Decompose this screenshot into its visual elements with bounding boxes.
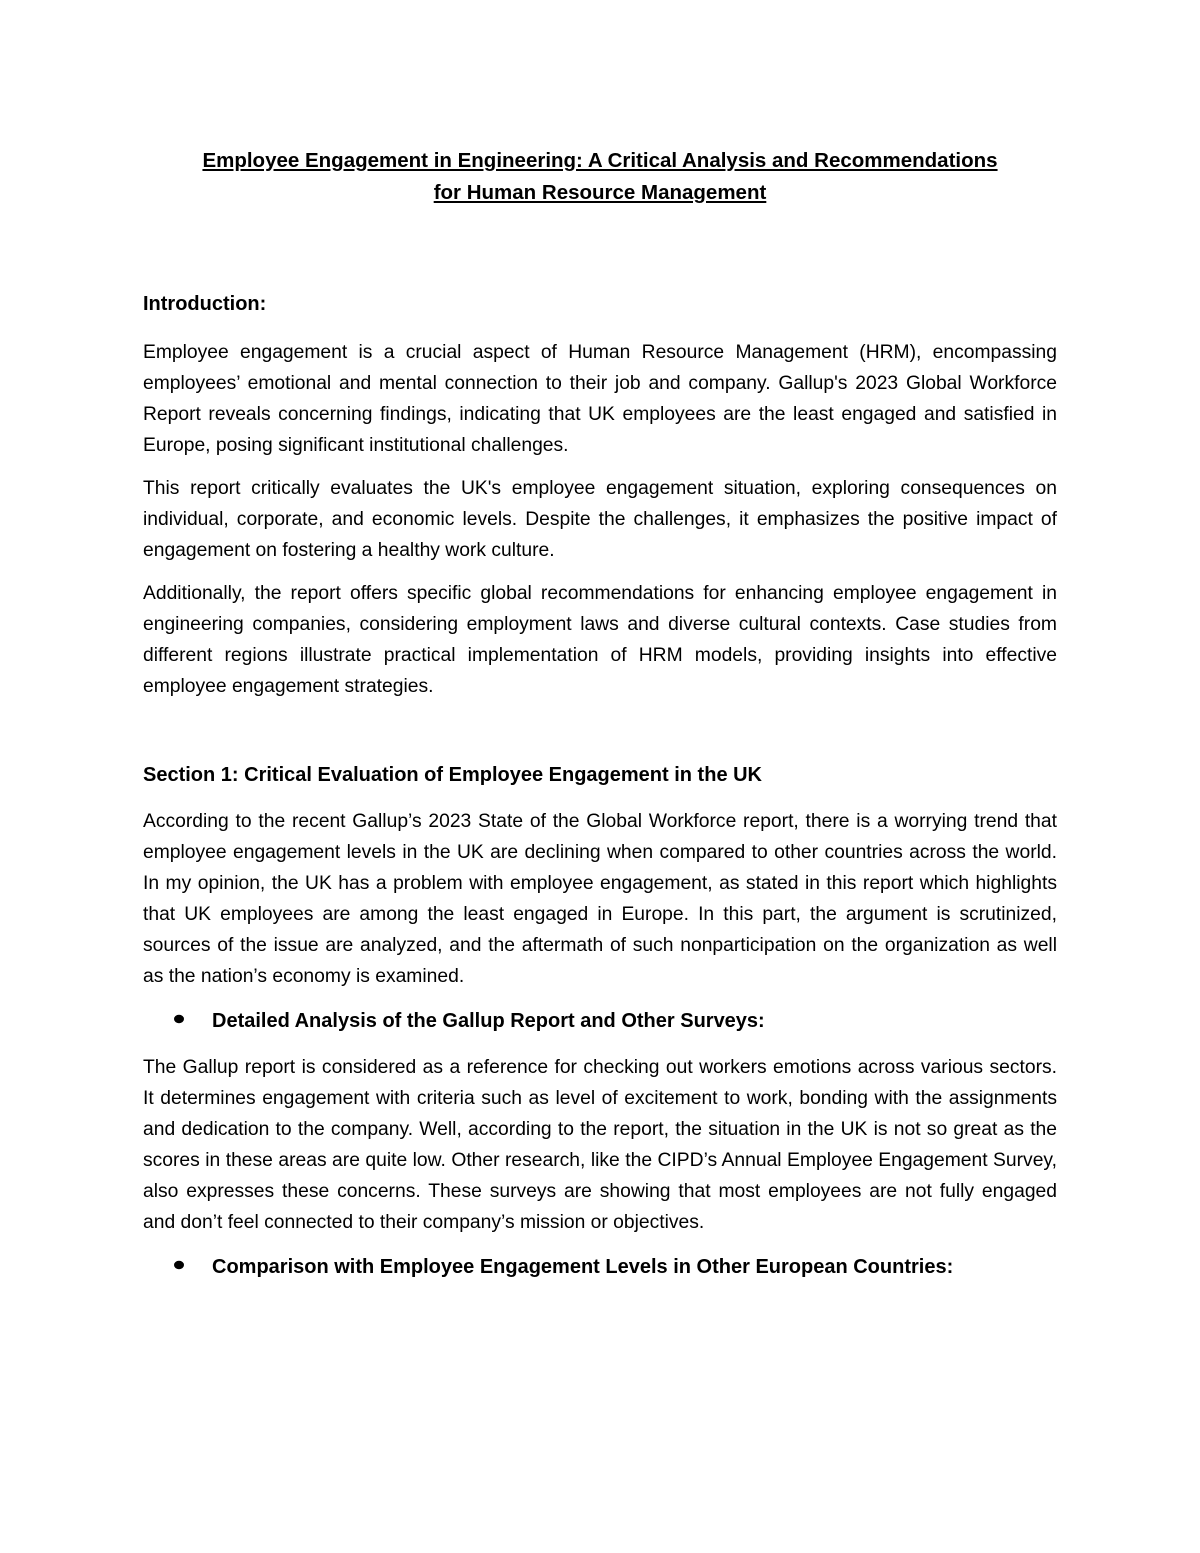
document-title-line-1: Employee Engagement in Engineering: A Critical Analysis and Recommendations <box>202 149 998 172</box>
bullet-item-label: Comparison with Employee Engagement Levels in Other European Countries: <box>212 1256 954 1278</box>
gallup-analysis-paragraph: The Gallup report is considered as a reference for checking out workers emotions across various sectors. It determines engagement with criteria such as level of excitement to work, bonding with the assignments and dedication to the company. Well, according to the report, the situation in the UK is not so great as the scores in these areas are quite low. Other research, like the CIPD’s Annual Employee Engagement Survey, also expresses these concerns. These surveys are showing that most employees are not fully engaged and don’t feel connected to their company’s mission or objectives. <box>143 1057 1057 1233</box>
introduction-paragraph-3: Additionally, the report offers specific global recommendations for enhancing employee engagement in engineering companies, considering employment laws and diverse cultural contexts. Case studies from different regions illustrate practical implementation of HRM models, providing insights into effective employee engagement strategies. <box>143 583 1057 697</box>
introduction-paragraph-1: Employee engagement is a crucial aspect of Human Resource Management (HRM), encompassing employees’ emotional and mental connection to their job and company. Gallup's 2023 Global Workforce Report reveals concerning findings, indicating that UK employees are the least engaged and satisfied in Europe, posing significant institutional challenges. <box>143 342 1057 456</box>
bullet-icon <box>173 1014 185 1024</box>
document-title-line-2: for Human Resource Management <box>433 181 767 204</box>
introduction-paragraph-2: This report critically evaluates the UK's employee engagement situation, exploring consequences on individual, corporate, and economic levels. Despite the challenges, it emphasizes the positive impact of engagement on fostering a healthy work culture. <box>143 478 1057 561</box>
bullet-icon <box>173 1260 185 1270</box>
introduction-heading: Introduction: <box>143 293 267 315</box>
bullet-item-gallup-analysis <box>143 1006 1057 1036</box>
section-1-heading: Section 1: Critical Evaluation of Employee Engagement in the UK <box>143 764 763 786</box>
document-page <box>143 145 1057 1282</box>
bullet-item-european-comparison <box>143 1252 1057 1282</box>
section-1-paragraph: According to the recent Gallup’s 2023 State of the Global Workforce report, there is a worrying trend that employee engagement levels in the UK are declining when compared to other countries across the world. In my opinion, the UK has a problem with employee engagement, as stated in this report which highlights that UK employees are among the least engaged in Europe. In this part, the argument is scrutinized, sources of the issue are analyzed, and the aftermath of such nonparticipation on the organization as well as the nation’s economy is examined. <box>143 811 1057 987</box>
bullet-item-label: Detailed Analysis of the Gallup Report and Other Surveys: <box>212 1010 765 1032</box>
